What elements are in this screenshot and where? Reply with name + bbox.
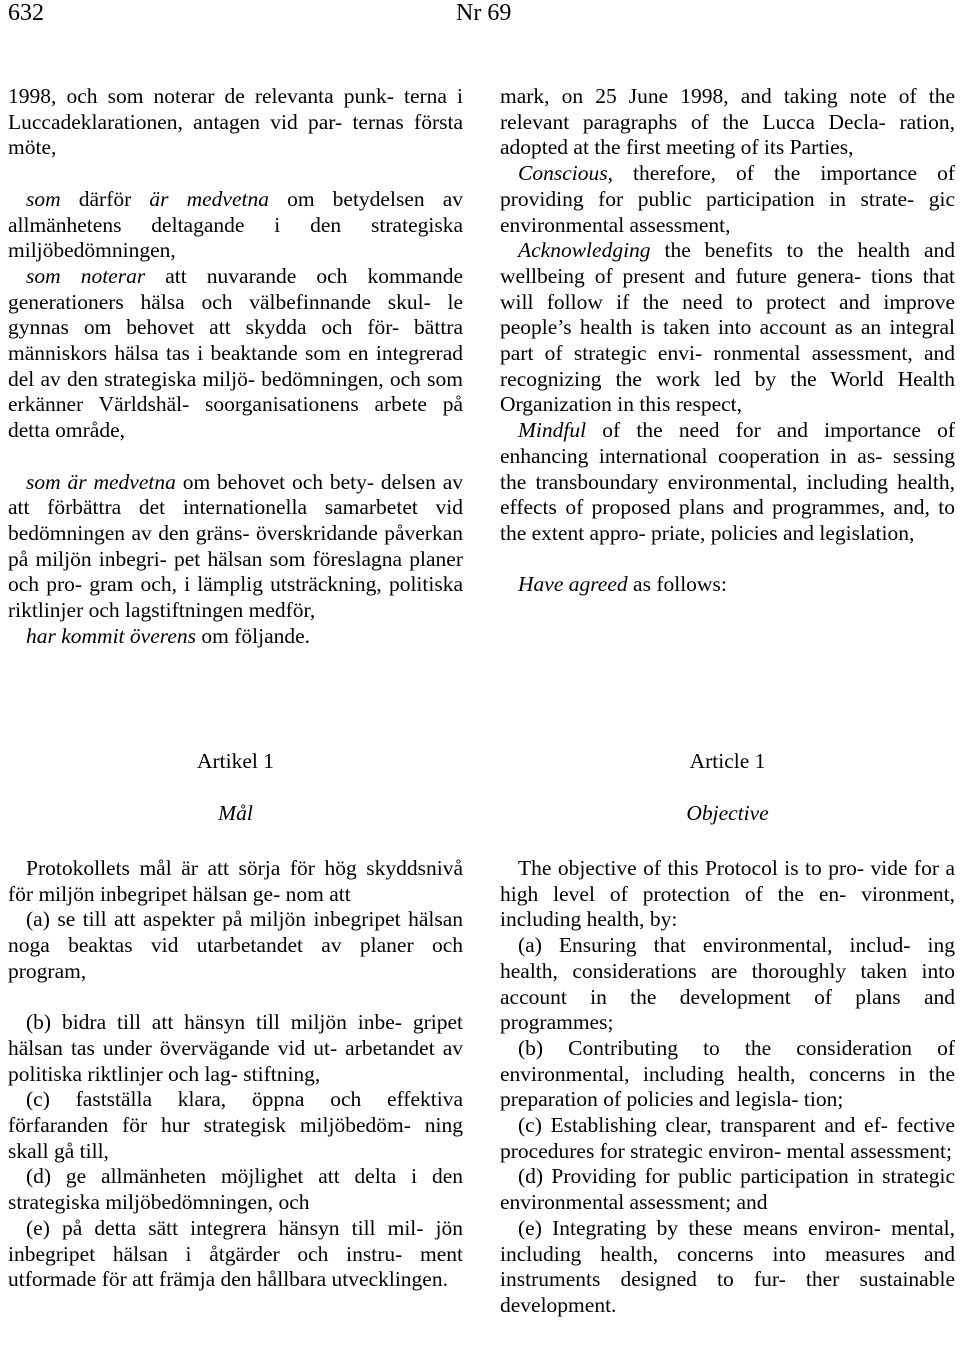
page-number: 632 bbox=[8, 0, 44, 26]
english-article-column bbox=[500, 856, 955, 1319]
sv-preamble-paragraph bbox=[8, 264, 463, 444]
sv-text: att nuvarande och kommande generationers hälsa och välbefinnande skul- le gynnas om behovet att skydda och för- bättra människors hälsa tas i beaktande som en integrerad del av den strategiska miljö- bedömningen, och som erkänner Världshäl- soorganisationens arbete på detta område, bbox=[8, 263, 463, 443]
sv-article-title: Artikel 1 bbox=[196, 749, 275, 773]
sv-article-subtitle: Mål bbox=[218, 801, 253, 825]
sv-article-paragraph: (d) ge allmänheten möjlighet att delta i den strategiska miljöbedömningen, och bbox=[8, 1164, 463, 1215]
en-article-paragraph: (b) Contributing to the consideration of environmental, including health, concerns in the preparation of policies and legisla- tion; bbox=[500, 1035, 955, 1112]
sv-article-paragraph: (e) på detta sätt integrera hänsyn till mil- jön inbegripet hälsan i åtgärder och instru- ment utformade för att främja den hållbara utvecklingen. bbox=[8, 1215, 463, 1292]
sv-italic-phrase: som bbox=[26, 186, 61, 211]
en-text: therefore, of the importance of providing for public participation in strate- gic environmental assessment, bbox=[500, 161, 955, 237]
sv-italic-phrase: är medvetna bbox=[149, 186, 269, 211]
sv-article-paragraph: (a) se till att aspekter på miljön inbegripet hälsan noga beaktas vid utarbetandet av planer och program, bbox=[8, 907, 463, 983]
sv-article-paragraph: (b) bidra till att hänsyn till miljön inbe- gripet hälsan tas under övervägande vid ut- arbetandet av politiska riktlinjer och lag- stiftning, bbox=[8, 1010, 463, 1086]
en-preamble-paragraph bbox=[500, 161, 955, 238]
sv-preamble-paragraph bbox=[8, 84, 463, 161]
en-italic-phrase: Mindful bbox=[518, 418, 587, 443]
en-italic-phrase: Conscious, bbox=[518, 161, 613, 186]
sv-italic-phrase: som noterar bbox=[26, 263, 146, 288]
sv-text: därför bbox=[60, 186, 150, 211]
sv-preamble-paragraph bbox=[8, 470, 463, 624]
sv-text: om betydelsen av allmänhetens deltagande i den strategiska miljöbedömningen, bbox=[8, 186, 464, 263]
en-article-paragraph: The objective of this Protocol is to pro- vide for a high level of protection of the en- vironment, including health, by: bbox=[500, 856, 955, 932]
en-article-paragraph: (e) Integrating by these means environ- mental, including health, concerns into measures and instruments designed to fur- ther sustainable development. bbox=[500, 1215, 955, 1317]
sv-italic-phrase: har kommit överens bbox=[26, 623, 196, 648]
en-text: of the need for and importance of enhancing international cooperation in as- sessing the transboundary environmental, including health, effects of proposed plans and programmes, and, to the extent appro- priate, policies and legislation, bbox=[500, 418, 955, 545]
english-preamble-column bbox=[500, 84, 955, 598]
issue-number: Nr 69 bbox=[456, 0, 512, 26]
en-preamble-paragraph bbox=[500, 84, 955, 161]
swedish-article-column bbox=[8, 856, 463, 1293]
sv-text: om följande. bbox=[195, 623, 311, 648]
en-preamble-paragraph bbox=[500, 572, 955, 598]
en-article-paragraph: (c) Establishing clear, transparent and ef- fective procedures for strategic environ- mental assessment; bbox=[500, 1113, 955, 1163]
sv-text: om behovet och bety- delsen av att förbättra det internationella samarbetet vid bedömningen av den gräns- överskridande påverkan på miljön inbegri- pet hälsan som föreslagna planer och pro- gram och, i lämplig utsträckning, politiska riktlinjer och lagstiftningen medför, bbox=[8, 469, 463, 623]
sv-article-paragraph: Protokollets mål är att sörja för hög skyddsnivå för miljön inbegripet hälsan ge- nom att bbox=[8, 856, 463, 906]
sv-italic-phrase: som är medvetna bbox=[26, 469, 176, 494]
en-text: the benefits to the health and wellbeing of present and future genera- tions that will follow if the need to protect and improve people’s health is taken into account as an integral part of strategic envi- ronmental assessment, and recognizing the work led by the World Health Organization in this respect, bbox=[500, 238, 955, 417]
page-header bbox=[0, 0, 960, 30]
en-preamble-paragraph bbox=[500, 238, 955, 418]
en-text: mark, on 25 June 1998, and taking note of the relevant paragraphs of the Lucca Decla- ration, adopted at the first meeting of its Parties, bbox=[500, 84, 955, 160]
sv-preamble-paragraph bbox=[8, 624, 463, 650]
en-italic-phrase: Have agreed bbox=[518, 572, 628, 597]
en-article-paragraph: (d) Providing for public participation in strategic environmental assessment; and bbox=[500, 1164, 955, 1215]
sv-text: 1998, och som noterar de relevanta punk- terna i Luccadeklarationen, antagen vid par- ternas första möte, bbox=[8, 84, 463, 160]
en-text: as follows: bbox=[627, 572, 727, 597]
en-italic-phrase: Acknowledging bbox=[518, 238, 651, 263]
en-preamble-paragraph bbox=[500, 418, 955, 547]
sv-preamble-paragraph bbox=[8, 187, 463, 264]
en-article-subtitle: Objective bbox=[686, 801, 769, 825]
sv-article-paragraph: (c) fastställa klara, öppna och effektiva förfaranden för hur strategisk miljöbedöm- ning skall gå till, bbox=[8, 1087, 463, 1163]
en-article-paragraph: (a) Ensuring that environmental, includ- ing health, considerations are thoroughly taken into account in the development of plans and programmes; bbox=[500, 933, 955, 1035]
swedish-preamble-column bbox=[8, 84, 463, 649]
en-article-title: Article 1 bbox=[689, 749, 766, 773]
